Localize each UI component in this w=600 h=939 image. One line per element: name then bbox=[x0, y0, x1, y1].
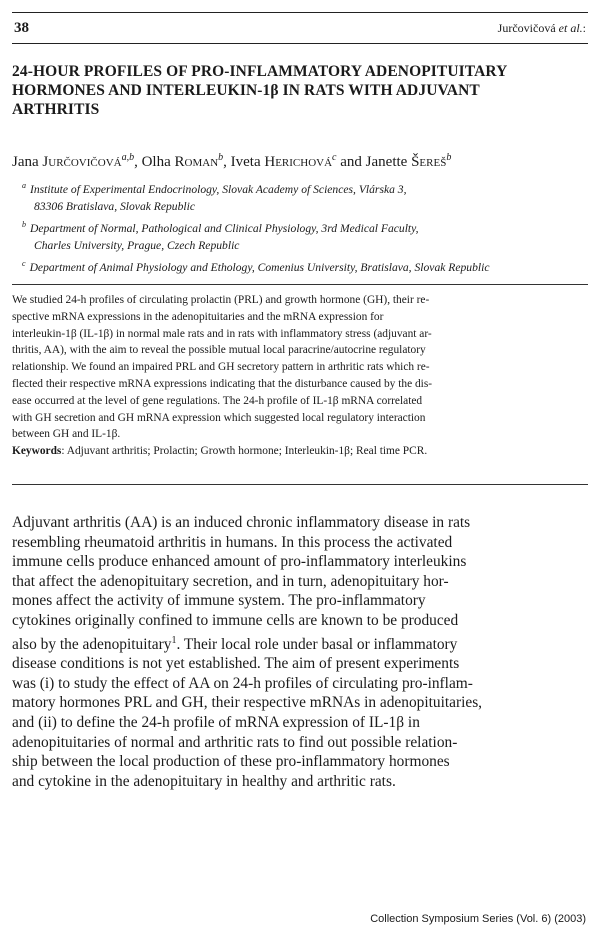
body-line: matory hormones PRL and GH, their respective mRNAs in adenopituitaries, bbox=[12, 694, 483, 712]
title-line: HORMONES AND INTERLEUKIN-1β IN RATS WITH ADJUVANT bbox=[12, 82, 480, 99]
author-list bbox=[12, 152, 588, 171]
body-line: was (i) to study the effect of AA on 24-h profiles of circulating pro-inflam- bbox=[12, 674, 473, 692]
affiliations bbox=[22, 177, 592, 276]
body-line: resembling rheumatoid arthritis in humans. In this process the activated bbox=[12, 533, 453, 551]
article-title bbox=[12, 62, 588, 119]
author: Iveta Herichová$^c$ and bbox=[230, 152, 366, 170]
body-line: that affect the adenopituitary secretion, and in turn, adenopituitary hor- bbox=[12, 572, 449, 590]
abstract-line: flected their respective mRNA expressions indicating that the disturbance caused by the dis- bbox=[12, 377, 433, 390]
abstract bbox=[12, 292, 588, 460]
affiliation: $^b$ Department of Normal, Pathological and Clinical Physiology, 3rd Medical Faculty, bbox=[22, 219, 419, 235]
abstract-line: interleukin-1β (IL-1β) in normal male rats and in rats with inflammatory stress (adjuvant ar- bbox=[12, 327, 432, 340]
body-line: Adjuvant arthritis (AA) is an induced chronic inflammatory disease in rats bbox=[12, 514, 471, 531]
abstract-line: with GH secretion and GH mRNA expression which suggested local regulatory interaction bbox=[12, 411, 426, 424]
body-paragraph bbox=[12, 513, 588, 791]
body-line: also by the adenopituitary$^1$. Their local role under basal or inflammatory bbox=[12, 634, 458, 653]
keywords-text: : Adjuvant arthritis; Prolactin; Growth hormone; Interleukin-1β; Real time PCR. bbox=[61, 445, 428, 458]
affiliation: $^c$ Department of Animal Physiology and Ethology, Comenius University, Bratislava, Slovak Republic bbox=[22, 258, 490, 274]
page-header bbox=[12, 12, 588, 44]
affiliation: $^a$ Institute of Experimental Endocrinology, Slovak Academy of Sciences, Vlárska 3, bbox=[22, 181, 407, 196]
body-line: and (ii) to define the 24-h profile of mRNA expression of IL-1β in bbox=[12, 714, 420, 732]
body-line: and cytokine in the adenopituitary in healthy and arthritic rats. bbox=[12, 772, 396, 790]
abstract-line: ease occurred at the level of gene regulations. The 24-h profile of IL-1β mRNA correlated bbox=[12, 394, 423, 407]
abstract-bottom-divider bbox=[12, 484, 588, 485]
affiliation-continued: 83306 Bratislava, Slovak Republic bbox=[34, 200, 195, 214]
title-line: 24-HOUR PROFILES OF PRO-INFLAMMATORY ADENOPITUITARY bbox=[12, 63, 508, 80]
author: Olha Roman$^b$, bbox=[141, 152, 231, 170]
abstract-line: thritis, AA), with the aim to reveal the possible mutual local paracrine/autocrine regulatory bbox=[12, 344, 426, 357]
keywords bbox=[12, 443, 588, 460]
body-line: ship between the local production of these pro-inflammatory hormones bbox=[12, 753, 450, 771]
reference-marker[interactable]: 1 bbox=[171, 634, 177, 646]
author: Janette Šereš$^b$ bbox=[365, 152, 452, 170]
running-head: Jurčovičová et al.: bbox=[497, 20, 586, 35]
page-number: 38 bbox=[14, 19, 29, 36]
body-line: adenopituitaries of normal and arthritic rats to find out possible relation- bbox=[12, 733, 458, 751]
author: Jana Jurčovičová$^{a,b}$, bbox=[12, 152, 142, 170]
abstract-line: relationship. We found an impaired PRL and GH secretory pattern in arthritic rats which re- bbox=[12, 361, 430, 374]
body-line: disease conditions is not yet established. The aim of present experiments bbox=[12, 655, 460, 673]
affiliation-continued: Charles University, Prague, Czech Republic bbox=[34, 239, 240, 253]
body-line: mones affect the activity of immune system. The pro-inflammatory bbox=[12, 592, 426, 610]
page-footer: Collection Symposium Series (Vol. 6) (2003) bbox=[370, 913, 586, 925]
abstract-line: between GH and IL-1β. bbox=[12, 428, 121, 441]
abstract-line: spective mRNA expressions in the adenopituitaries and the mRNA expression for bbox=[12, 310, 384, 323]
abstract-line: We studied 24-h profiles of circulating prolactin (PRL) and growth hormone (GH), their re- bbox=[12, 294, 430, 306]
body-line: cytokines originally confined to immune cells are known to be produced bbox=[12, 611, 459, 629]
abstract-top-divider bbox=[12, 284, 588, 285]
title-line: ARTHRITIS bbox=[12, 101, 100, 118]
body-line: immune cells produce enhanced amount of pro-inflammatory interleukins bbox=[12, 553, 467, 571]
keywords-label: Keywords bbox=[12, 445, 62, 458]
